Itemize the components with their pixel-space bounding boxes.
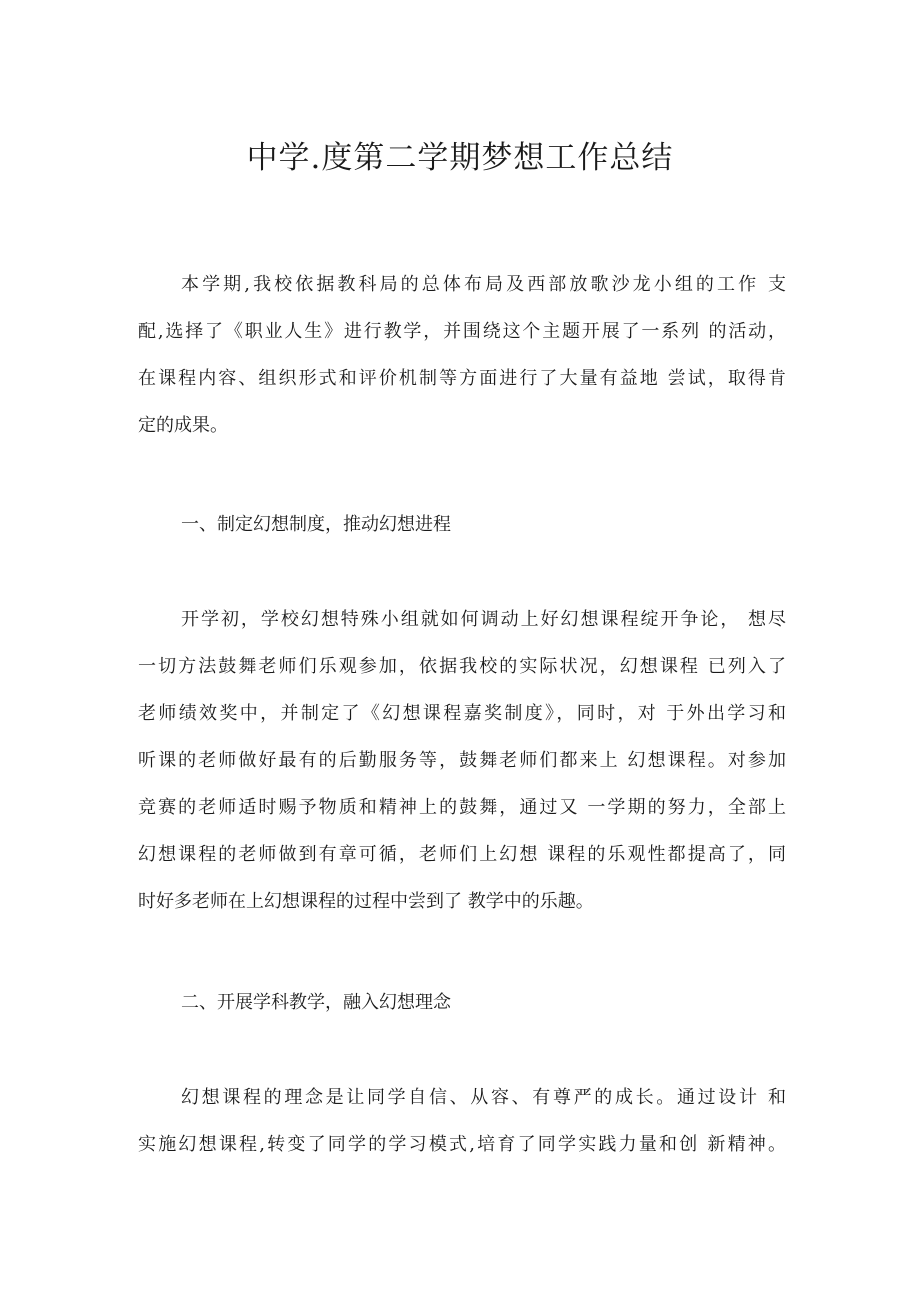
intro-line-2: 配,选择了《职业人生》进行教学，并围绕这个主题开展了一系列 的活动， (138, 321, 786, 342)
section-1-line-2: 一切方法鼓舞老师们乐观参加，依据我校的实际状况，幻想课程 已列入了 (138, 656, 786, 677)
section-1-heading: 一、制定幻想制度，推动幻想进程 (181, 514, 451, 535)
section-1-line-5: 竞赛的老师适时赐予物质和精神上的鼓舞，通过又 一学期的努力，全部上 (138, 797, 786, 818)
intro-line-4: 定的成果。 (138, 415, 228, 436)
intro-line-3: 在课程内容、组织形式和评价机制等方面进行了大量有益地 尝试，取得肯 (138, 368, 786, 389)
document-title: 中学.度第二学期梦想工作总结 (246, 140, 674, 176)
section-1-line-4: 听课的老师做好最有的后勤服务等，鼓舞老师们都来上 幻想课程。对参加 (138, 750, 786, 771)
section-1-line-3: 老师绩效奖中，并制定了《幻想课程嘉奖制度》，同时，对 于外出学习和 (138, 703, 786, 724)
section-2-heading: 二、开展学科教学，融入幻想理念 (181, 992, 451, 1013)
section-1-line-1: 开学初，学校幻想特殊小组就如何调动上好幻想课程绽开争论， 想尽 (181, 609, 786, 630)
section-2-line-1: 幻想课程的理念是让同学自信、从容、有尊严的成长。通过设计 和 (181, 1087, 786, 1108)
section-2-line-2: 实施幻想课程,转变了同学的学习模式,培育了同学实践力量和创 新精神。 (138, 1134, 786, 1155)
section-1-line-6: 幻想课程的老师做到有章可循，老师们上幻想 课程的乐观性都提高了，同 (138, 844, 786, 865)
section-1-line-7: 时好多老师在上幻想课程的过程中尝到了 教学中的乐趣。 (138, 891, 594, 912)
intro-line-1: 本学期,我校依据教科局的总体布局及西部放歌沙龙小组的工作 支 (181, 274, 786, 295)
